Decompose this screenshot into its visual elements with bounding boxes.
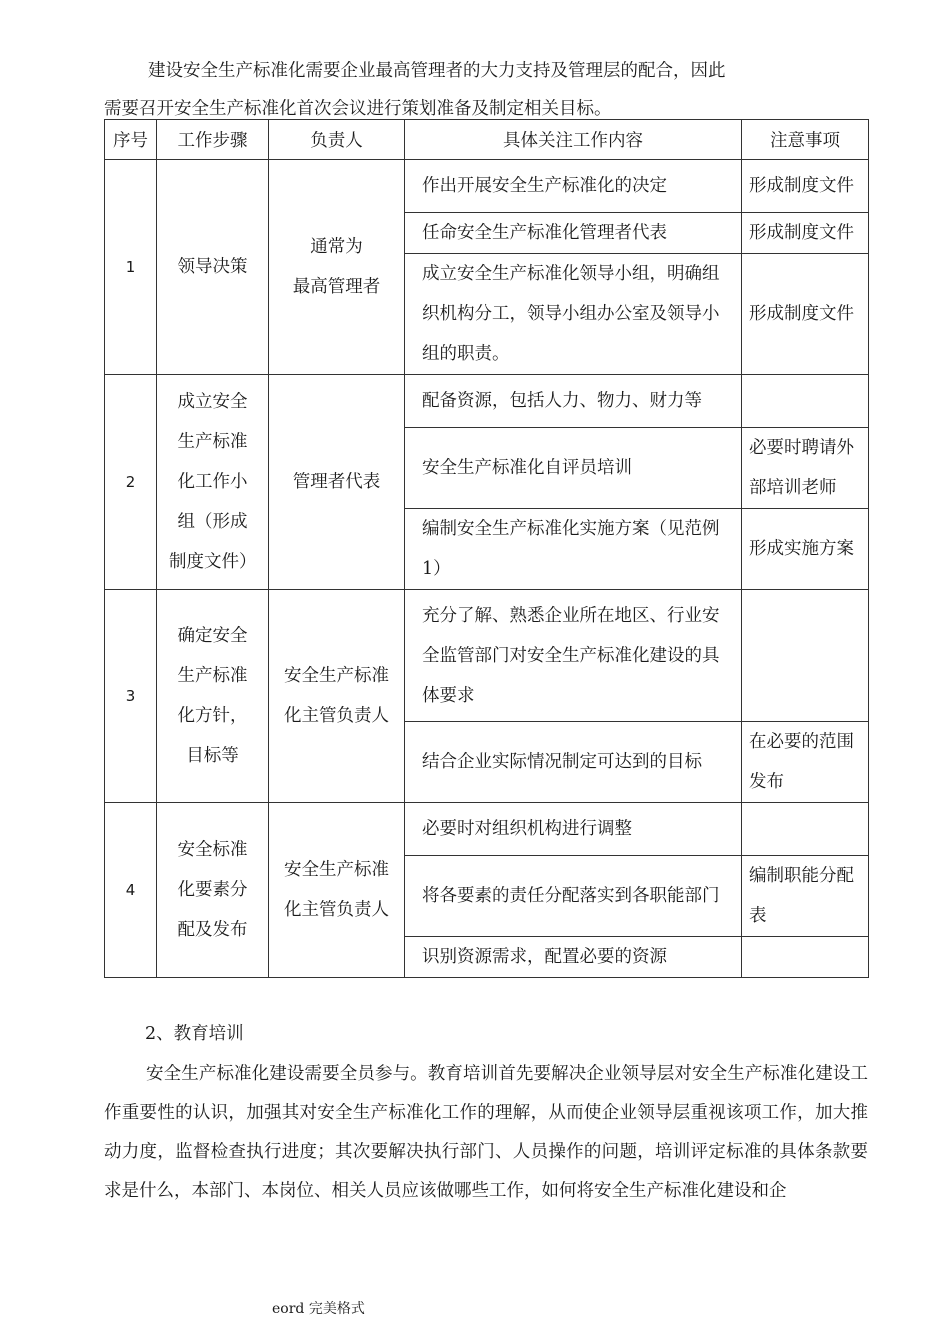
- intro-line-2: 需要召开安全生产标准化首次会议进行策划准备及制定相关目标。: [104, 99, 612, 119]
- row-step: 确定安全生产标准化方针，目标等: [157, 590, 269, 803]
- row-owner: 安全生产标准化主管负责人: [269, 590, 405, 803]
- work-plan-table: [104, 119, 869, 978]
- row-note: 形成制度文件: [742, 160, 869, 213]
- row-note: 必要时聘请外部培训老师: [742, 428, 869, 509]
- row-owner: 安全生产标准化主管负责人: [269, 803, 405, 978]
- row-step: 成立安全生产标准化工作小组（形成制度文件）: [157, 375, 269, 590]
- row-note: [742, 375, 869, 428]
- row-num: 4: [105, 803, 157, 978]
- table-row: [105, 375, 869, 428]
- row-note: 编制职能分配表: [742, 856, 869, 937]
- row-owner: 管理者代表: [269, 375, 405, 590]
- row-note: [742, 590, 869, 722]
- row-content: 将各要素的责任分配落实到各职能部门: [405, 856, 742, 937]
- row-step: 安全标准化要素分配及发布: [157, 803, 269, 978]
- row-num: 3: [105, 590, 157, 803]
- footer-watermark: eord 完美格式: [272, 1301, 365, 1317]
- row-content: 识别资源需求，配置必要的资源: [405, 937, 742, 978]
- section-heading: 2、教育培训: [145, 1024, 244, 1044]
- section-body: 安全生产标准化建设需要全员参与。教育培训首先要解决企业领导层对安全生产标准化建设工作重要性的认识，加强其对安全生产标准化工作的理解，从而使企业领导层重视该项工作，加大推动力度，监督检查执行进度；其次要解决执行部门、人员操作的问题，培训评定标准的具体条款要求是什么，本部门、本岗位、相关人员应该做哪些工作，如何将安全生产标准化建设和企: [104, 1064, 868, 1201]
- row-content: 编制安全生产标准化实施方案（见范例 1）: [405, 509, 742, 590]
- header-step: 工作步骤: [157, 120, 269, 160]
- row-note: [742, 803, 869, 856]
- row-note: 形成制度文件: [742, 213, 869, 254]
- table-row: [105, 160, 869, 213]
- row-content: 配备资源，包括人力、物力、财力等: [405, 375, 742, 428]
- row-content: 成立安全生产标准化领导小组，明确组织机构分工，领导小组办公室及领导小组的职责。: [405, 254, 742, 375]
- row-num: 1: [105, 160, 157, 375]
- row-note: 形成实施方案: [742, 509, 869, 590]
- header-content: 具体关注工作内容: [405, 120, 742, 160]
- table-row: [105, 590, 869, 722]
- table-header-row: [105, 120, 869, 160]
- row-content: 任命安全生产标准化管理者代表: [405, 213, 742, 254]
- row-content: 必要时对组织机构进行调整: [405, 803, 742, 856]
- row-owner: 通常为 最高管理者: [269, 160, 405, 375]
- row-note: [742, 937, 869, 978]
- row-num: 2: [105, 375, 157, 590]
- intro-line-1: 建设安全生产标准化需要企业最高管理者的大力支持及管理层的配合，因此: [148, 61, 726, 81]
- row-step: 领导决策: [157, 160, 269, 375]
- row-content: 安全生产标准化自评员培训: [405, 428, 742, 509]
- row-content: 作出开展安全生产标准化的决定: [405, 160, 742, 213]
- row-content: 充分了解、熟悉企业所在地区、行业安全监管部门对安全生产标准化建设的具体要求: [405, 590, 742, 722]
- table-row: [105, 803, 869, 856]
- header-note: 注意事项: [742, 120, 869, 160]
- header-owner: 负责人: [269, 120, 405, 160]
- row-note: 在必要的范围发布: [742, 722, 869, 803]
- row-content: 结合企业实际情况制定可达到的目标: [405, 722, 742, 803]
- row-note: 形成制度文件: [742, 254, 869, 375]
- header-num: 序号: [105, 120, 157, 160]
